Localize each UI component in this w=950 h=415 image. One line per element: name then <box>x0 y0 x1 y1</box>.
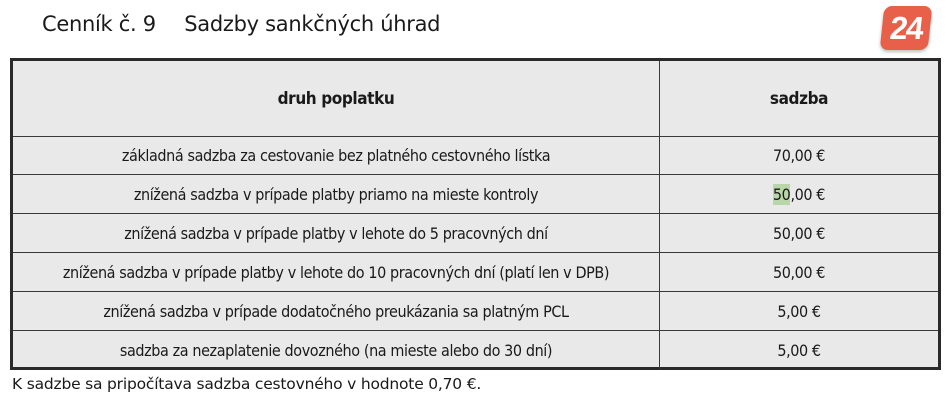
price-list-number: Cenník č. 9 <box>42 12 156 36</box>
fee-description: základná sadzba za cestovanie bez platného cestovného lístka <box>13 136 660 174</box>
fee-description: znížená sadzba v prípade dodatočného preukázania sa platným PCL <box>13 292 660 330</box>
fee-description: znížená sadzba v prípade platby priamo na mieste kontroly <box>13 175 660 213</box>
fee-rate: 70,00 € <box>772 145 826 165</box>
table-row <box>13 214 938 253</box>
table-header-row <box>13 61 938 137</box>
table-row <box>13 175 938 214</box>
table-row <box>13 253 938 292</box>
price-list-subtitle: Sadzby sankčných úhrad <box>184 12 441 36</box>
footnote: K sadzbe sa pripočítava sadzba cestovného v hodnote 0,70 €. <box>12 375 482 393</box>
fee-description: znížená sadzba v prípade platby v lehote do 5 pracovných dní <box>13 214 660 252</box>
fee-description: znížená sadzba v prípade platby v lehote do 10 pracovných dní (platí len v DPB) <box>13 253 660 291</box>
fee-rate <box>660 175 938 213</box>
fee-rate: 5,00 € <box>777 301 821 321</box>
sanctions-table <box>10 58 941 370</box>
page-title <box>42 12 440 36</box>
fee-rate: 50,00 € <box>772 223 826 243</box>
fee-rate: 50,00 € <box>772 262 826 282</box>
column-header-fee-type: druh poplatku <box>13 61 660 136</box>
fee-rate-rest: ,00 € <box>790 184 826 204</box>
fee-rate: 5,00 € <box>777 340 821 360</box>
table-row <box>13 136 938 175</box>
column-header-rate: sadzba <box>769 88 829 109</box>
brand-logo-icon: 24 <box>880 6 933 50</box>
highlighted-amount: 50 <box>772 184 791 204</box>
fee-description: sadzba za nezaplatenie dovozného (na mieste alebo do 30 dní) <box>13 331 660 369</box>
table-row <box>13 331 938 369</box>
table-row <box>13 292 938 331</box>
